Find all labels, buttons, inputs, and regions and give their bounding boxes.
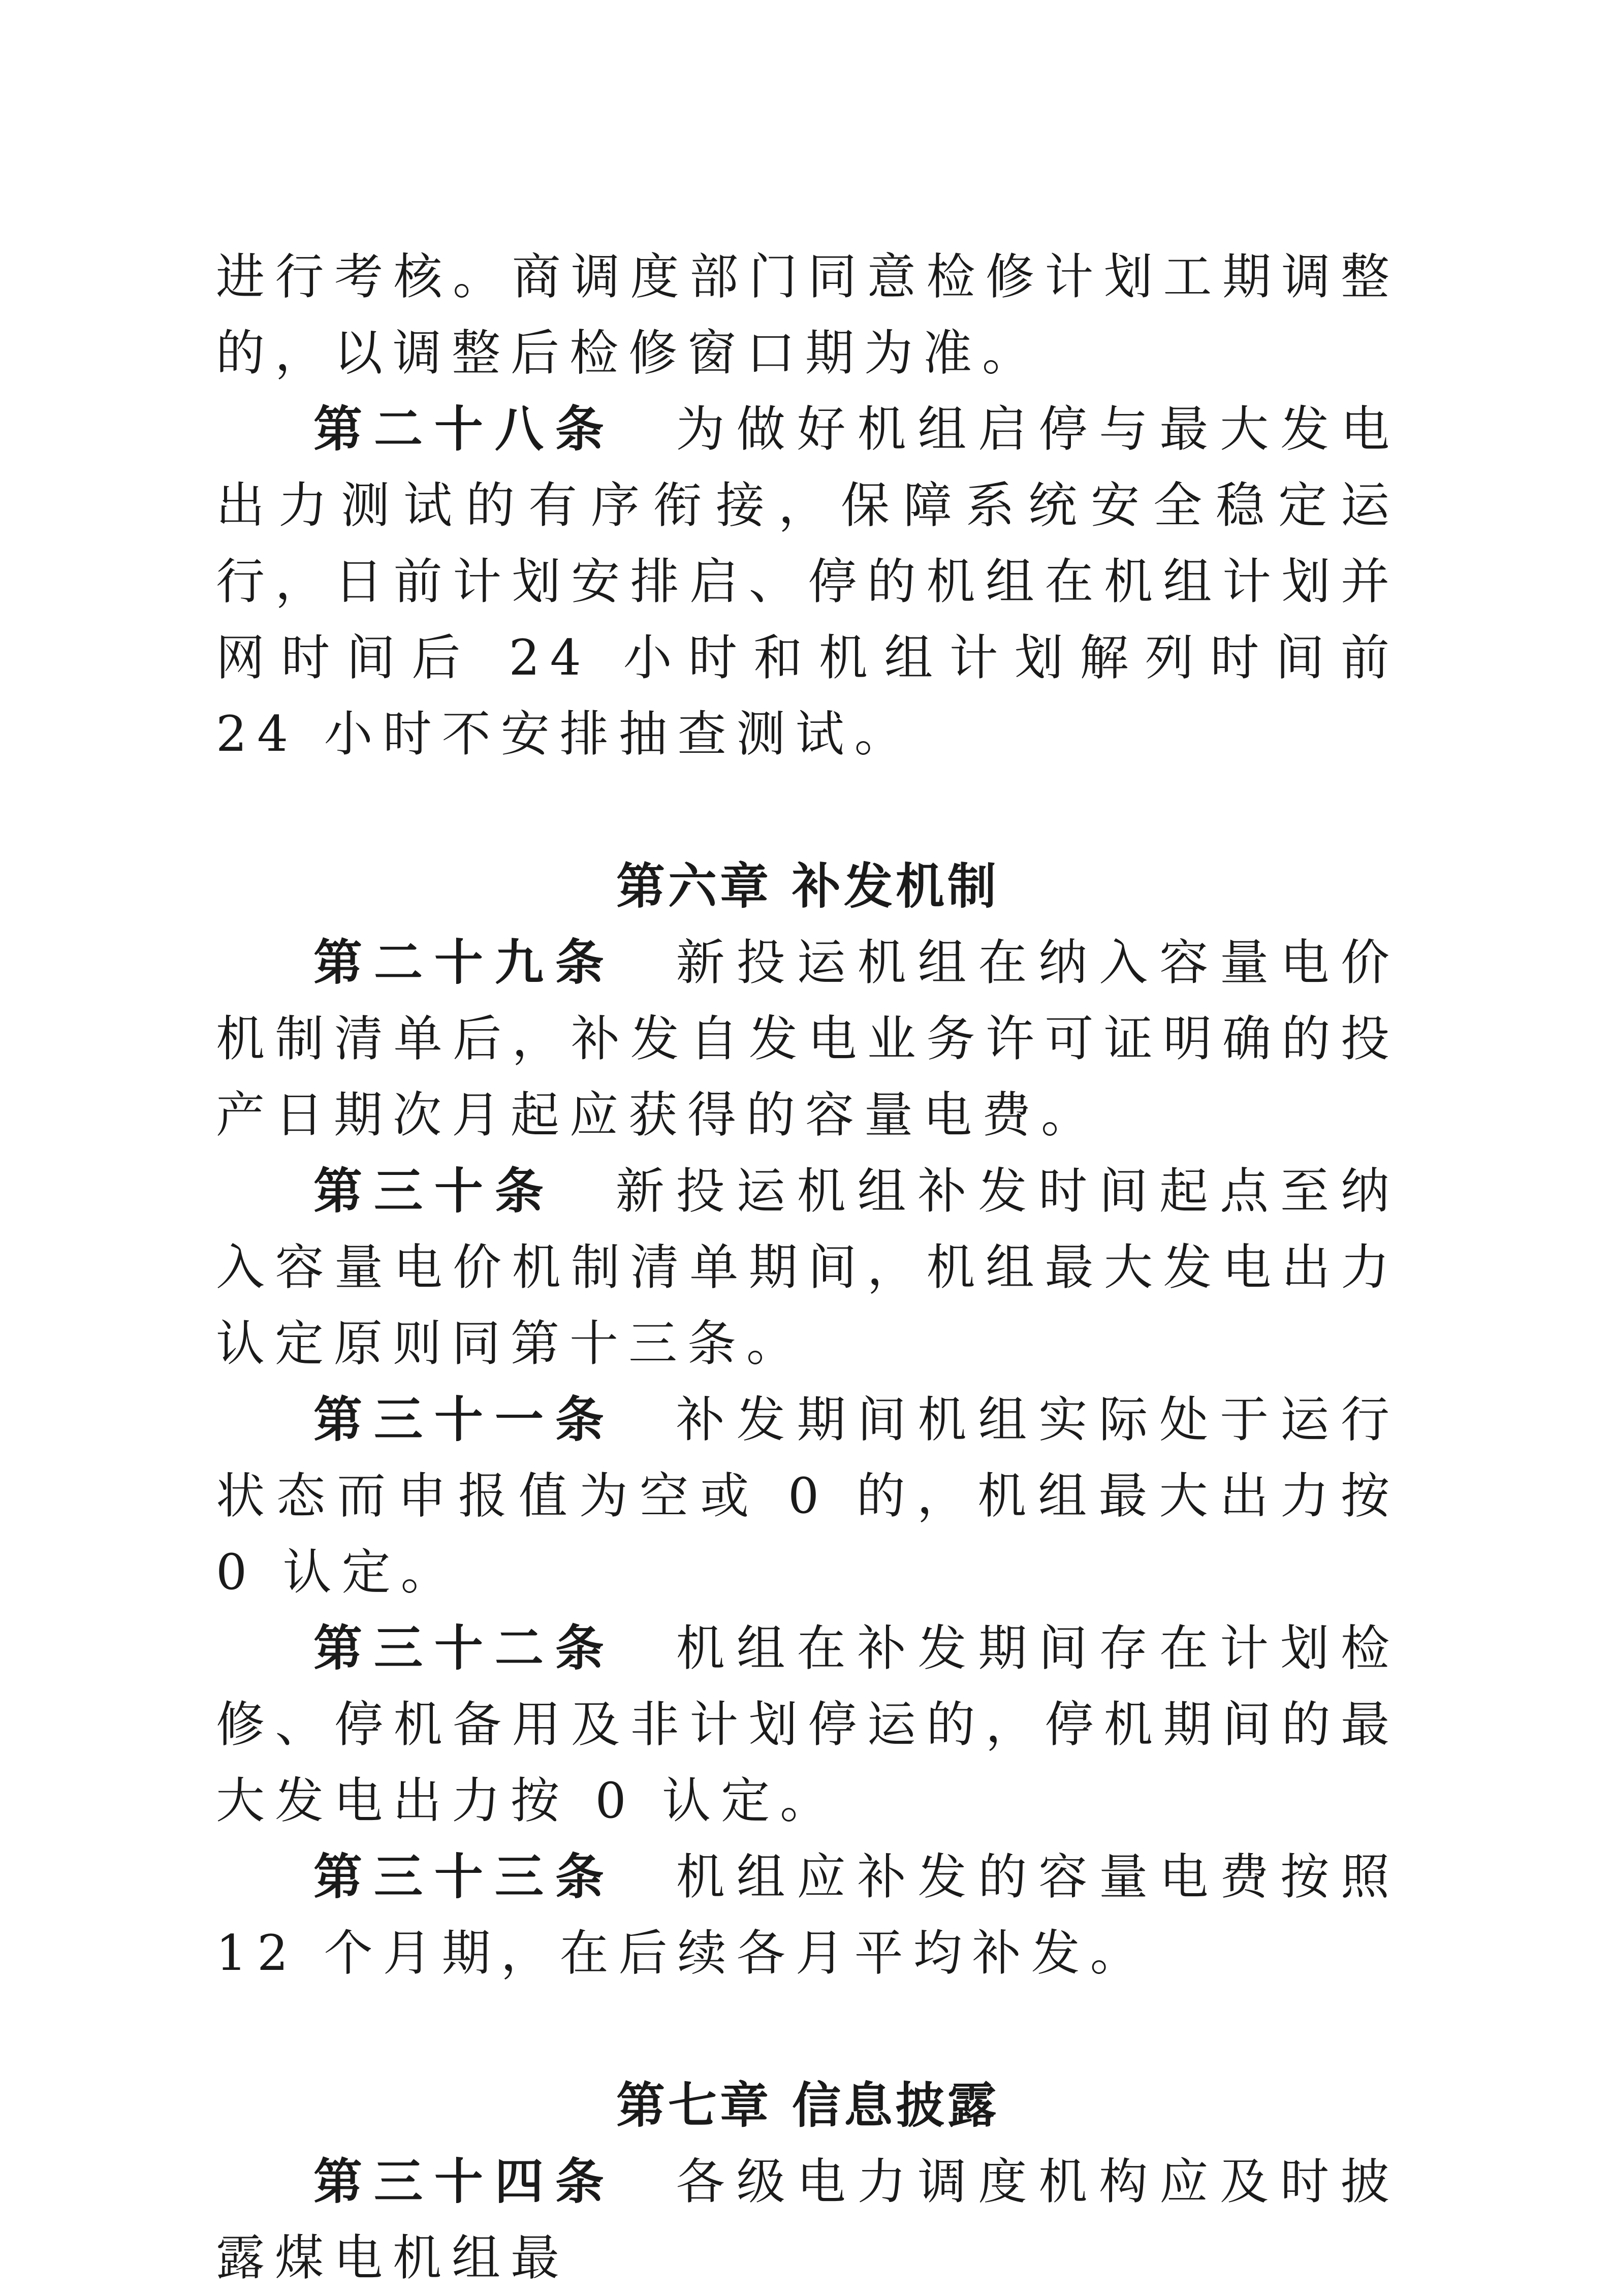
article-number: 第三十条 (313, 1163, 555, 1220)
article-number: 第二十八条 (313, 401, 616, 458)
article-text: 各级电力调度机构应及时披露煤电机组最 (216, 2153, 1400, 2286)
article-text: 新投运机组补发时间起点至纳入容量电价机制清单期间，机组最大发电出力认定原则同第十三条。 (216, 1163, 1400, 1372)
article-31 (216, 1382, 1400, 1610)
article-number: 第三十四条 (313, 2153, 616, 2210)
chapter-number: 第六章 (616, 858, 772, 915)
article-number: 第三十一条 (313, 1391, 616, 1448)
paragraph-text: 进行考核。商调度部门同意检修计划工期调整的，以调整后检修窗口期为准。 (216, 248, 1400, 381)
article-text: 为做好机组启停与最大发电出力测试的有序衔接，保障系统安全稳定运行，日前计划安排启、停的机组在机组计划并网时间后 24 小时和机组计划解列时间前 24 小时不安排抽查测试。 (216, 401, 1400, 762)
chapter-title: 补发机制 (792, 858, 999, 915)
chapter-heading-6 (216, 848, 1400, 924)
article-33 (216, 1839, 1400, 1991)
article-number: 第三十二条 (313, 1620, 616, 1677)
article-number: 第三十三条 (313, 1848, 616, 1905)
document-page (216, 239, 1400, 2296)
article-text: 机组在补发期间存在计划检修、停机备用及非计划停运的，停机期间的最大发电出力按 0 认定。 (216, 1620, 1400, 1829)
article-32 (216, 1610, 1400, 1839)
chapter-number: 第七章 (616, 2077, 772, 2134)
article-text: 补发期间机组实际处于运行状态而申报值为空或 0 的，机组最大出力按 0 认定。 (216, 1391, 1400, 1601)
article-29 (216, 924, 1400, 1153)
chapter-heading-7 (216, 2067, 1400, 2144)
article-text: 新投运机组在纳入容量电价机制清单后，补发自发电业务许可证明确的投产日期次月起应获得的容量电费。 (216, 934, 1400, 1143)
article-number: 第二十九条 (313, 934, 616, 991)
article-28 (216, 391, 1400, 772)
paragraph-continuation (216, 239, 1400, 391)
article-34 (216, 2144, 1400, 2296)
article-text: 机组应补发的容量电费按照 12 个月期，在后续各月平均补发。 (216, 1848, 1400, 1982)
chapter-title: 信息披露 (792, 2077, 999, 2134)
article-30 (216, 1153, 1400, 1382)
